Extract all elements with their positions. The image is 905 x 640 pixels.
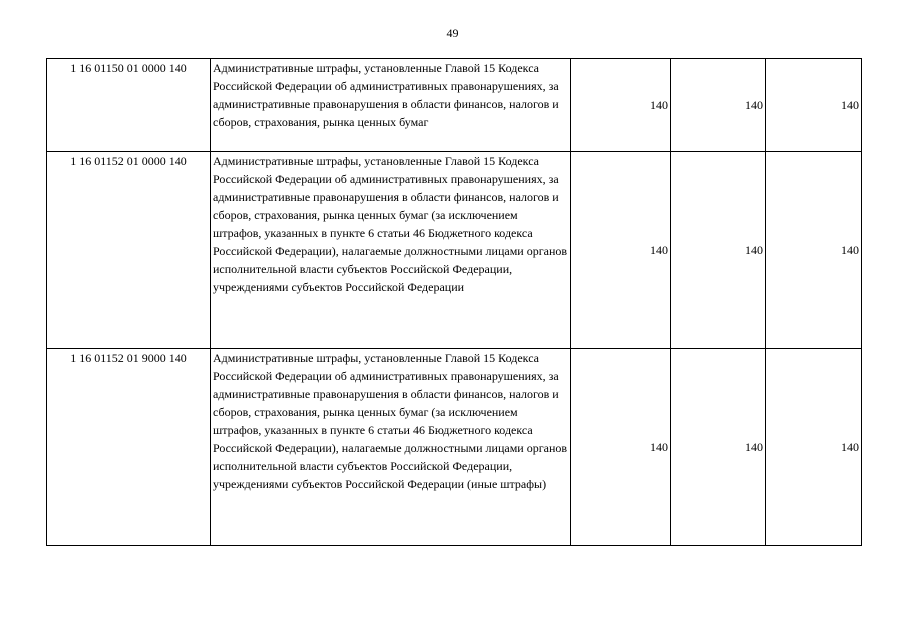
budget-table	[46, 58, 862, 546]
page-number: 49	[446, 26, 459, 40]
value-cell: 140	[766, 349, 862, 546]
budget-code: 1 16 01152 01 9000 140	[47, 349, 211, 546]
budget-code: 1 16 01150 01 0000 140	[47, 59, 211, 152]
revenue-description: Административные штрафы, установленные Главой 15 Кодекса Российской Федерации об административных правонарушениях, за административные правонарушения в области финансов, налогов и сборов, страхования, рынка ценных бумаг (за исключением штрафов, указанных в пункте 6 статьи 46 Бюджетного кодекса Российской Федерации), налагаемые должностными лицами органов исполнительной власти субъектов Российской Федерации, учреждениями субъектов Российской Федерации (иные штрафы)	[211, 349, 571, 546]
value-cell: 140	[671, 59, 766, 152]
value-cell: 140	[571, 59, 671, 152]
table-row	[47, 59, 862, 152]
revenue-description: Административные штрафы, установленные Главой 15 Кодекса Российской Федерации об административных правонарушениях, за административные правонарушения в области финансов, налогов и сборов, страхования, рынка ценных бумаг (за исключением штрафов, указанных в пункте 6 статьи 46 Бюджетного кодекса Российской Федерации), налагаемые должностными лицами органов исполнительной власти субъектов Российской Федерации, учреждениями субъектов Российской Федерации	[211, 152, 571, 349]
budget-code: 1 16 01152 01 0000 140	[47, 152, 211, 349]
table-row	[47, 152, 862, 349]
value-cell: 140	[571, 349, 671, 546]
value-cell: 140	[766, 59, 862, 152]
value-cell: 140	[671, 152, 766, 349]
value-cell: 140	[766, 152, 862, 349]
table-row	[47, 349, 862, 546]
value-cell: 140	[671, 349, 766, 546]
revenue-description: Административные штрафы, установленные Главой 15 Кодекса Российской Федерации об административных правонарушениях, за административные правонарушения в области финансов, налогов и сборов, страхования, рынка ценных бумаг	[211, 59, 571, 152]
value-cell: 140	[571, 152, 671, 349]
